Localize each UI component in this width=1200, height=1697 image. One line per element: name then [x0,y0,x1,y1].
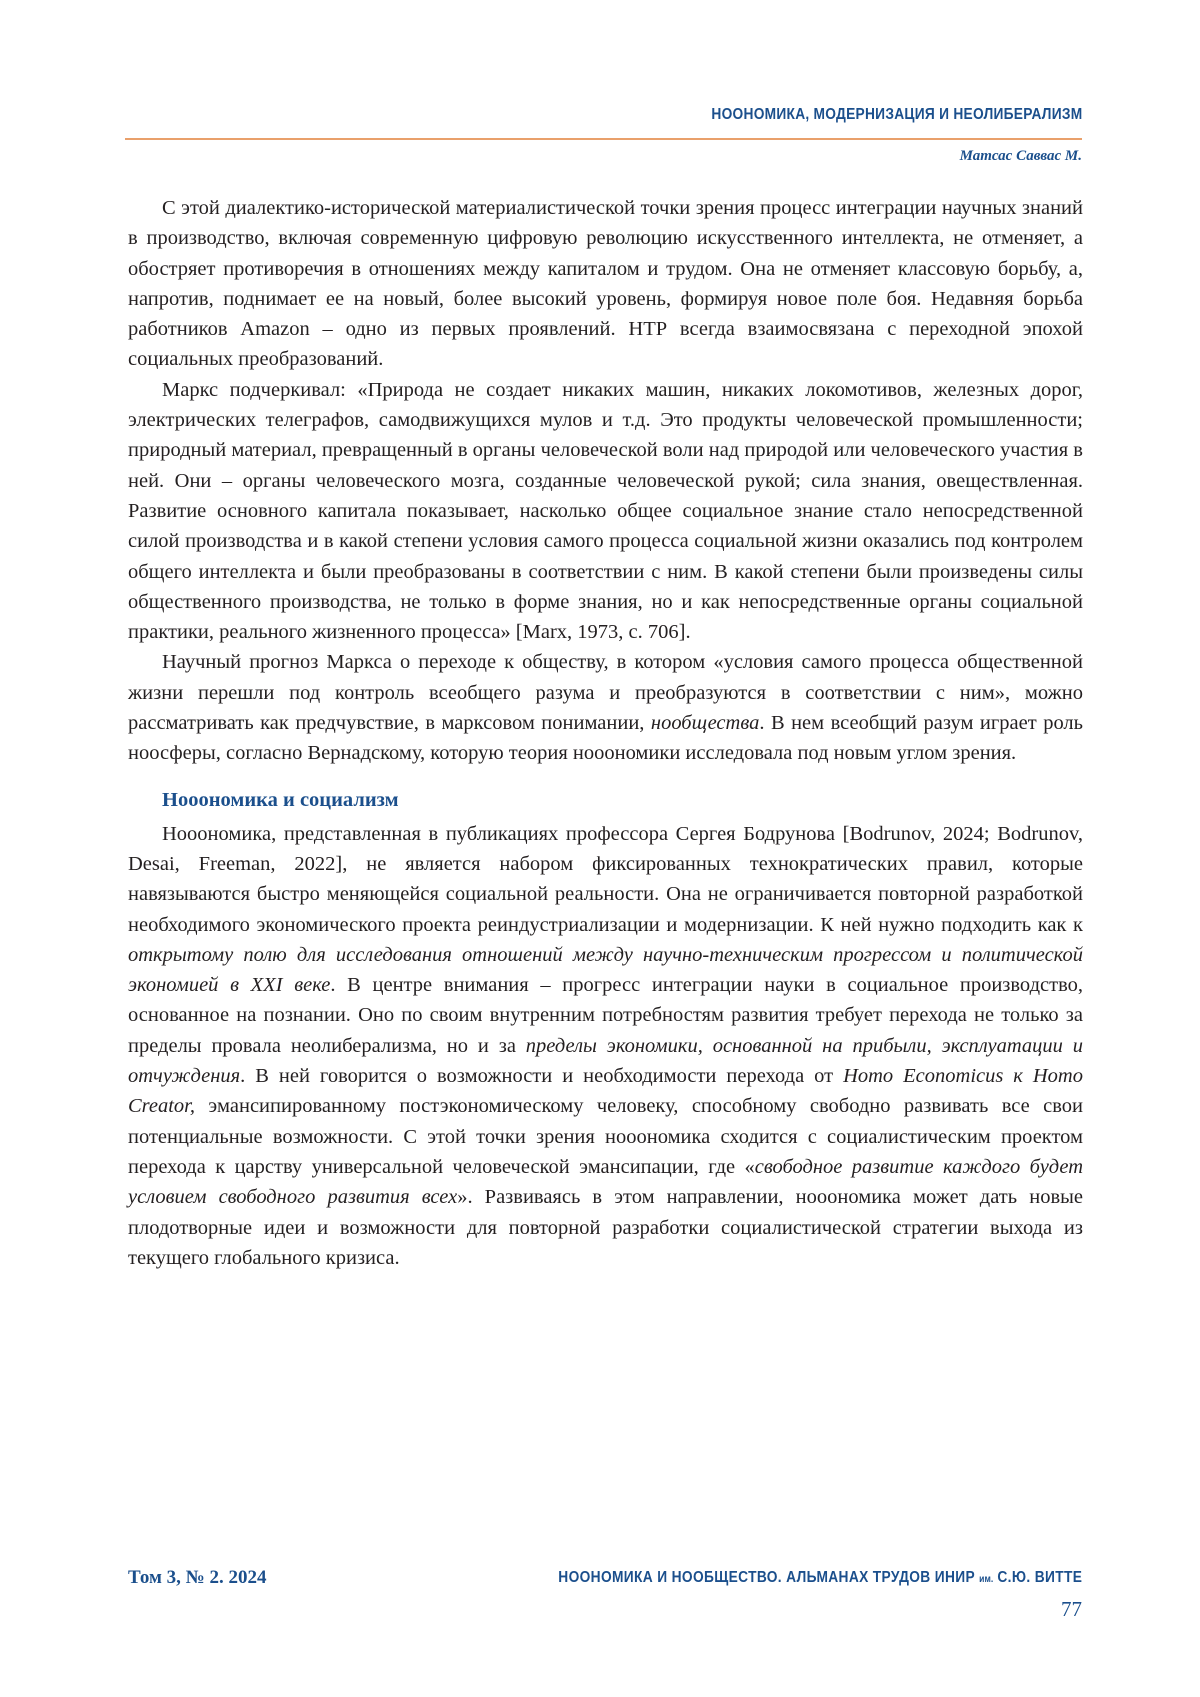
footer-journal-im: им. [978,1574,993,1585]
article-body [128,193,1083,1273]
section-paragraph [128,819,1083,1273]
footer-journal-text-b: С.Ю. ВИТТЕ [992,1569,1082,1586]
section-text-5: ». Развиваясь в этом направлении, нооономика может дать новые плодотворные идеи и возможности для повторной разработки социалистической стратегии выхода из текущего глобального кризиса. [128,1186,1083,1269]
paragraph-3-text-a: Научный прогноз Маркса о переходе к обществу, в котором «условия самого процесса общественной жизни перешли под контроль всеобщего разума и преобразуются в соответствии с ним», можно рассматривать как предчувствие, в марксовом понимании, [128,651,1083,735]
paragraph-3-emphasis: нообщества [650,712,760,735]
author-name: Матсас Саввас М. [959,148,1082,164]
footer-journal-title [558,1569,1082,1587]
section-text-4: эмансипированному постэкономическому человеку, способному свободно развивать все свои потенциальные возможности. С этой точки зрения нооономика сходится с социалистическим проектом перехода к царству универсальной человеческой эмансипации, где « [128,1095,1083,1178]
section-emphasis-2: пределы экономики, основанной на прибыли, эксплуатации и отчуждения [128,1034,1083,1088]
header-divider [125,138,1082,140]
footer-journal-text-a: НООНОМИКА И НООБЩЕСТВО. АЛЬМАНАХ ТРУДОВ ИНИР [558,1569,979,1586]
paragraph-3 [128,647,1083,768]
section-emphasis-1: открытому полю для исследования отношений между научно-техническим прогрессом и политической экономией в XXI веке [128,943,1083,997]
paragraph-1: С этой диалектико-исторической материалистической точки зрения процесс интеграции научных знаний в производство, включая современную цифровую революцию искусственного интеллекта, не отменяет, а обостряет противоречия в отношениях между капиталом и трудом. Она не отменяет классовую борьбу, а, напротив, поднимает ее на новый, более высокий уровень, формируя новое поле боя. Недавняя борьба работников Amazon – одно из первых проявлений. НТР всегда взаимосвязана с переходной эпохой социальных преобразований. [128,197,1083,371]
paragraph-3-text-b: . В нем всеобщий разум играет роль ноосферы, согласно Вернадскому, которую теория нооономики исследовала под новым углом зрения. [128,712,1083,765]
section-emphasis-3: Homo Economicus к Homo Creator, [128,1065,1083,1118]
paragraph-2-quote: Маркс подчеркивал: «Природа не создает никаких машин, никаких локомотивов, железных дорог, электрических телеграфов, самодвижущихся мулов и т.д. Это продукты человеческой промышленности; природный материал, превращенный в органы человеческой воли над природой или человеческого участия в ней. Они – органы человеческого мозга, созданные человеческой рукой; сила знания, овеществленная. Развитие основного капитала показывает, насколько общее социальное знание стало непосредственной силой производства и в какой степени условия самого процесса социальной жизни оказались под контролем общего интеллекта и были преобразованы в соответствии с ним. В какой степени были произведены силы общественного производства, не только в форме знания, но и как непосредственные органы социальной практики, реального жизненного процесса» [Marx, 1973, с. 706]. [128,378,1083,644]
page-number: 77 [1061,1597,1082,1621]
running-title: НООНОМИКА, МОДЕРНИЗАЦИЯ И НЕОЛИБЕРАЛИЗМ [710,106,1082,123]
section-heading: Нооономика и социализм [162,788,399,811]
section-text-1: Нооономика, представленная в публикациях профессора Сергея Бодрунова [Bodrunov, 2024; Bodrunov, Desai, Freeman, 2022], не является набором фиксированных технократических правил, которые навязываются быстро меняющейся социальной реальности. Она не ограничивается повторной разработкой необходимого экономического проекта реиндустриализации и модернизации. К ней нужно подходить как к [128,822,1083,936]
section-text-3: . В ней говорится о возможности и необходимости перехода от [240,1065,844,1088]
section-text-2: . В центре внимания – прогресс интеграции науки в социальное производство, основанное на познании. Оно по своим внутренним потребностям развития требует перехода не только за пределы провала неолиберализма, но и за [128,974,1083,1057]
section-emphasis-4: свободное развитие каждого будет условием свободного развития всех [128,1155,1083,1209]
footer-issue: Том 3, № 2. 2024 [128,1567,267,1588]
